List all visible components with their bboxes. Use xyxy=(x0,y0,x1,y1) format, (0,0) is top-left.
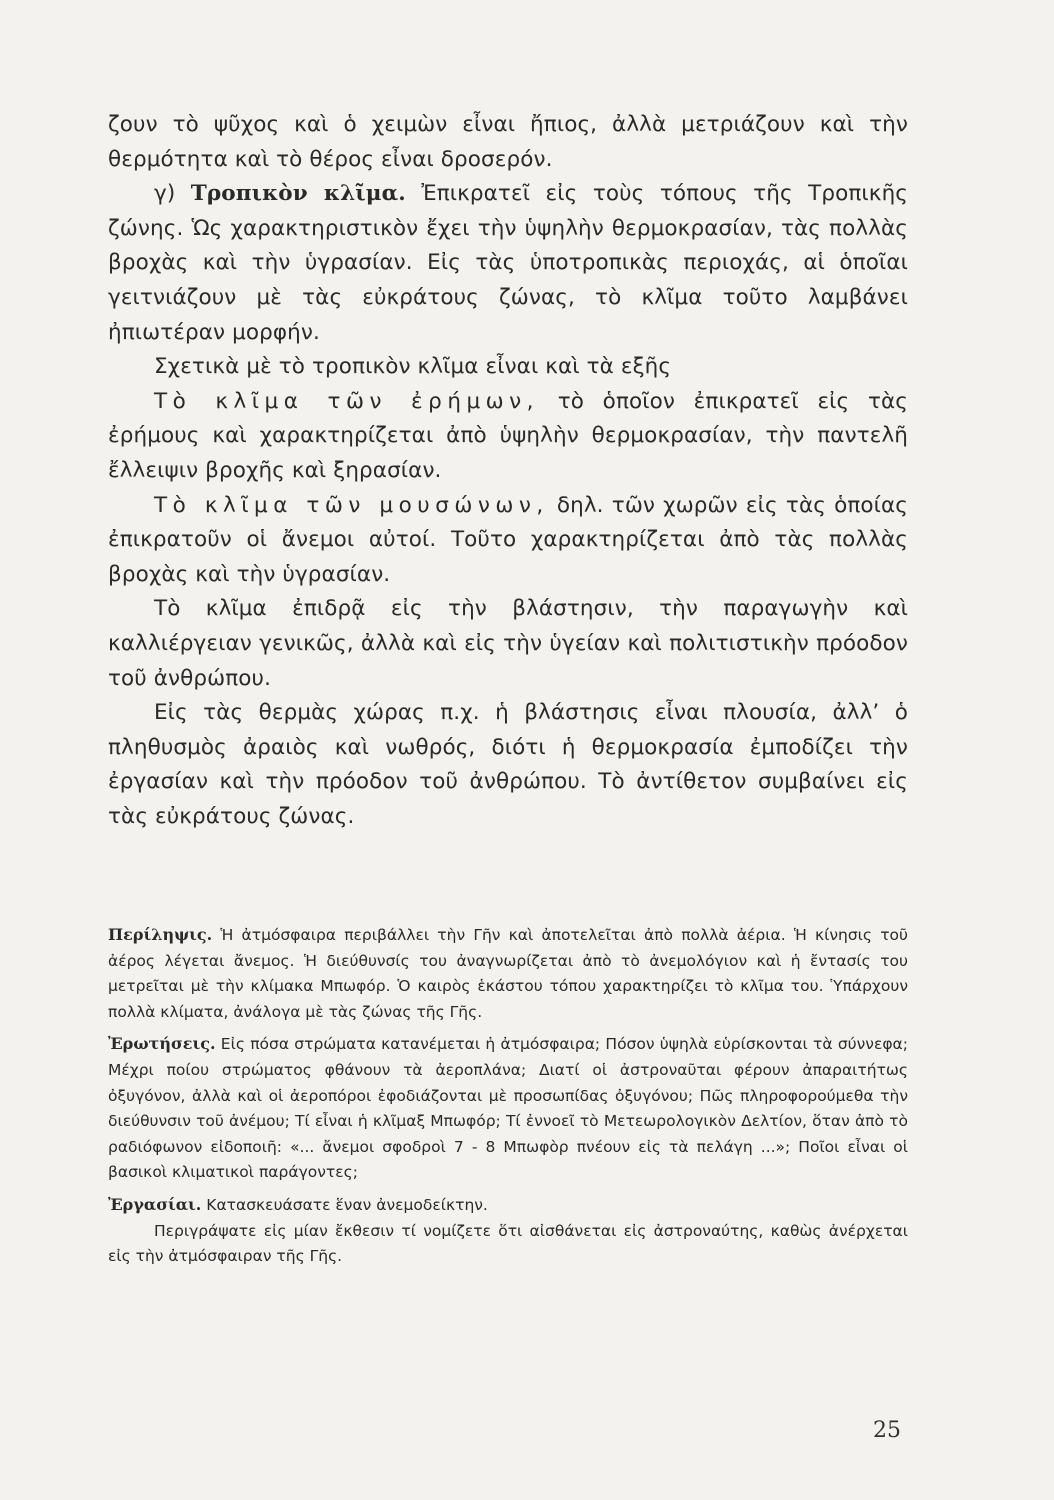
chapter-notes xyxy=(108,922,908,1270)
exercises-label: Ἐργασίαι. xyxy=(108,1194,202,1214)
term-monsoon-climate: Τὸ κλῖμα τῶν μουσώνων, xyxy=(154,492,549,518)
page-number: 25 xyxy=(873,1418,901,1443)
monsoon-text: δηλ. τῶν χωρῶν εἰς τὰς ὁποίας ἐπικρατοῦν οἱ ἄνεμοι αὐτοί. Τοῦτο χαρακτηρίζεται ἀπὸ τὰς πολλὰς βροχὰς καὶ τὴν ὑγρασίαν. xyxy=(108,492,909,587)
paragraph-desert-climate xyxy=(108,385,908,489)
paragraph-1: ζουν τὸ ψῦχος καὶ ὁ χειμὼν εἶναι ἤπιος, ἀλλὰ μετριάζουν καὶ τὴν θερμότητα καὶ τὸ θέρος εἶναι δροσερόν. xyxy=(108,112,908,172)
desert-text: τὸ ὁποῖον ἐπικρατεῖ εἰς τὰς ἐρήμους καὶ χαρακτηρίζεται ἀπὸ ὑψηλὴν θερμοκρασίαν, τὴν παντελῆ ἔλλειψιν βροχῆς καὶ ξηρασίαν. xyxy=(108,388,908,483)
main-text xyxy=(108,108,908,834)
questions-label: Ἐρωτήσεις. xyxy=(108,1034,216,1054)
item-letter: γ) xyxy=(154,181,176,207)
paragraph-hot-countries: Εἰς τὰς θερμὰς χώρας π.χ. ἡ βλάστησις εἶναι πλουσία, ἀλλ’ ὁ πληθυσμὸς ἀραιὸς καὶ νωθρός, διότι ἡ θερμοκρασία ἐμποδίζει τὴν ἐργασίαν καὶ τὴν πρόοδον τοῦ ἀνθρώπου. Τὸ ἀντίθετον συμβαίνει εἰς τὰς εὐκράτους ζώνας. xyxy=(108,700,908,829)
exercises-essay: Περιγράψατε εἰς μίαν ἔκθεσιν τί νομίζετε ὅτι αἰσθάνεται εἰς ἀστροναύτης, καθὼς ἀνέρχεται εἰς τὴν ἀτμόσφαιραν τῆς Γῆς. xyxy=(108,1221,908,1266)
summary-label: Περίληψις. xyxy=(108,925,213,944)
exercises-text: Κατασκευάσατε ἕναν ἀνεμοδείκτην. xyxy=(206,1195,488,1214)
questions xyxy=(108,1031,908,1186)
paragraph-tropical-climate xyxy=(108,177,908,350)
paragraph-climate-effects: Τὸ κλῖμα ἐπιδρᾷ εἰς τὴν βλάστησιν, τὴν παραγωγὴν καὶ καλλιέργειαν γενικῶς, ἀλλὰ καὶ εἰς τὴν ὑγείαν καὶ πολιτιστικὴν πρόοδον τοῦ ἀνθρώπου. xyxy=(108,596,908,691)
paragraph-monsoon-climate xyxy=(108,489,908,593)
tropical-text: Ἐπικρατεῖ εἰς τοὺς τόπους τῆς Τροπικῆς ζώνης. Ὡς χαρακτηριστικὸν ἔχει τὴν ὑψηλὴν θερμοκρασίαν, τὰς πολλὰς βροχὰς καὶ τὴν ὑγρασίαν. Εἰς τὰς ὑποτροπικὰς περιοχάς, αἱ ὁποῖαι γειτνιάζουν μὲ τὰς εὐκράτους ζώνας, τὸ κλῖμα τοῦτο λαμβάνει ἠπιωτέραν μορφήν. xyxy=(108,181,909,345)
exercises xyxy=(108,1192,908,1219)
questions-text: Εἰς πόσα στρώματα κατανέμεται ἡ ἀτμόσφαιρα; Πόσον ὑψηλὰ εὑρίσκονται τὰ σύννεφα; Μέχρι ποίου στρώματος φθάνουν τὰ ἀεροπλάνα; Διατί οἱ ἀστροναῦται φέρουν ἀπαραιτήτως ὀξυγόνον, ἀλλὰ καὶ οἱ ἀεροπόροι ἐφοδιάζονται μὲ προσωπίδας ὀξυγόνου; Πῶς πληροφορούμεθα τὴν διεύθυνσιν τοῦ ἀνέμου; Τί εἶναι ἡ κλῖμαξ Μπωφόρ; Τί ἐννοεῖ τὸ Μετεωρολογικὸν Δελτίον, ὅταν ἀπὸ τὸ ραδιόφωνον εἰδοποιῆ: «... ἄνεμοι σφοδροὶ 7 - 8 Μπωφὸρ πνέουν εἰς τὰ πελάγη ...»; Ποῖοι εἶναι οἱ βασικοὶ κλιματικοὶ παράγοντες; xyxy=(108,1035,908,1182)
paragraph-related: Σχετικὰ μὲ τὸ τροπικὸν κλῖμα εἶναι καὶ τὰ εξῆς xyxy=(154,354,672,380)
summary xyxy=(108,922,908,1025)
summary-text: Ἡ ἀτμόσφαιρα περιβάλλει τὴν Γῆν καὶ ἀποτελεῖται ἀπὸ πολλὰ ἀέρια. Ἡ κίνησις τοῦ ἀέρος λέγεται ἄνεμος. Ἡ διεύθυνσίς του ἀναγνωρίζεται ἀπὸ τὸ ἀνεμολόγιον καὶ ἡ ἔντασίς του μετρεῖται μὲ τὴν κλίμακα Μπωφόρ. Ὁ καιρὸς ἑκάστου τόπου χαρακτηρίζει τὸ κλῖμα του. Ὑπάρχουν πολλὰ κλίματα, ἀνάλογα μὲ τὰς ζώνας τῆς Γῆς. xyxy=(108,926,908,1021)
term-desert-climate: Τὸ κλῖμα τῶν ἐρήμων, xyxy=(154,388,539,414)
section-heading-tropical: Τροπικὸν κλῖμα. xyxy=(190,181,406,207)
